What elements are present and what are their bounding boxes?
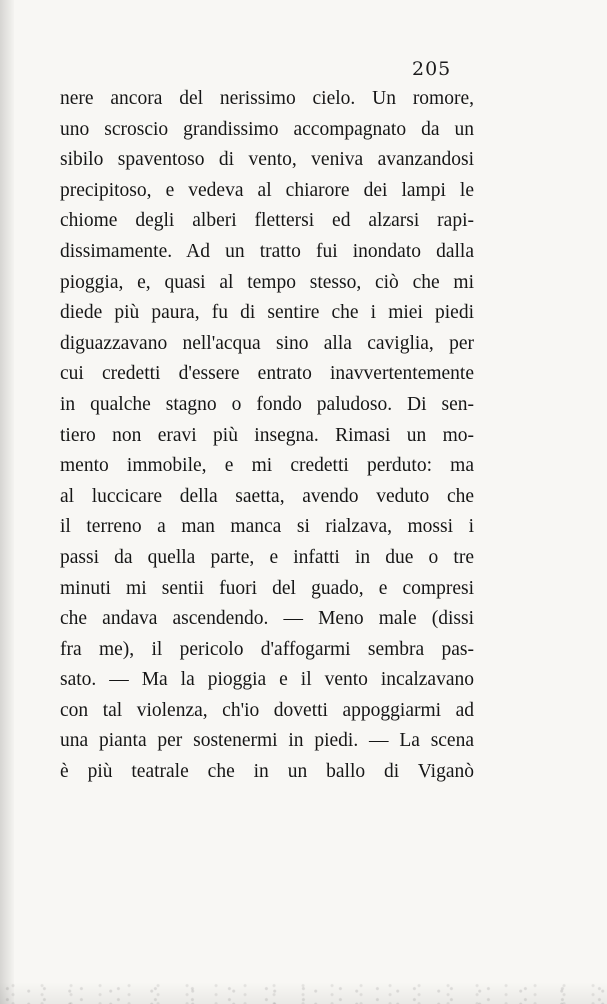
text-line: al luccicare della saetta, avendo veduto che	[60, 485, 474, 507]
text-line: con tal violenza, ch'io dovetti appoggiarmi ad	[60, 699, 474, 721]
text-line: in qualche stagno o fondo paludoso. Di sen-	[60, 393, 474, 415]
text-line: è più teatrale che in un ballo di Viganò	[60, 761, 474, 783]
body-text	[60, 84, 474, 788]
text-line: fra me), il pericolo d'affogarmi sembra pas-	[60, 638, 474, 660]
text-line: minuti mi sentii fuori del guado, e compresi	[60, 577, 474, 599]
text-line: che andava ascendendo. — Meno male (dissi	[60, 608, 474, 630]
text-line: il terreno a man manca si rialzava, mossi i	[60, 516, 474, 538]
text-line: dissimamente. Ad un tratto fui inondato dalla	[60, 240, 474, 262]
text-line: nere ancora del nerissimo cielo. Un romore,	[60, 88, 474, 109]
page-number: 205	[412, 58, 452, 80]
text-line: pioggia, e, quasi al tempo stesso, ciò che mi	[60, 271, 474, 293]
text-line: cui credetti d'essere entrato inavvertentemente	[60, 363, 474, 385]
text-line: uno scroscio grandissimo accompagnato da un	[60, 118, 474, 140]
text-line: sato. — Ma la pioggia e il vento incalzavano	[60, 669, 474, 691]
text-line: diguazzavano nell'acqua sino alla caviglia, per	[60, 332, 474, 354]
text-line: una pianta per sostenermi in piedi. — La scena	[60, 730, 474, 752]
page-gutter-shadow	[0, 0, 14, 1004]
text-line: sibilo spaventoso di vento, veniva avanzandosi	[60, 149, 474, 171]
text-line: diede più paura, fu di sentire che i miei piedi	[60, 302, 474, 324]
text-line: chiome degli alberi flettersi ed alzarsi rapi-	[60, 210, 474, 232]
text-line: passi da quella parte, e infatti in due o tre	[60, 546, 474, 568]
page-bottom-edge	[0, 982, 607, 1004]
text-line: mento immobile, e mi credetti perduto: ma	[60, 455, 474, 477]
text-line: precipitoso, e vedeva al chiarore dei lampi le	[60, 179, 474, 201]
text-line: tiero non eravi più insegna. Rimasi un mo-	[60, 424, 474, 446]
